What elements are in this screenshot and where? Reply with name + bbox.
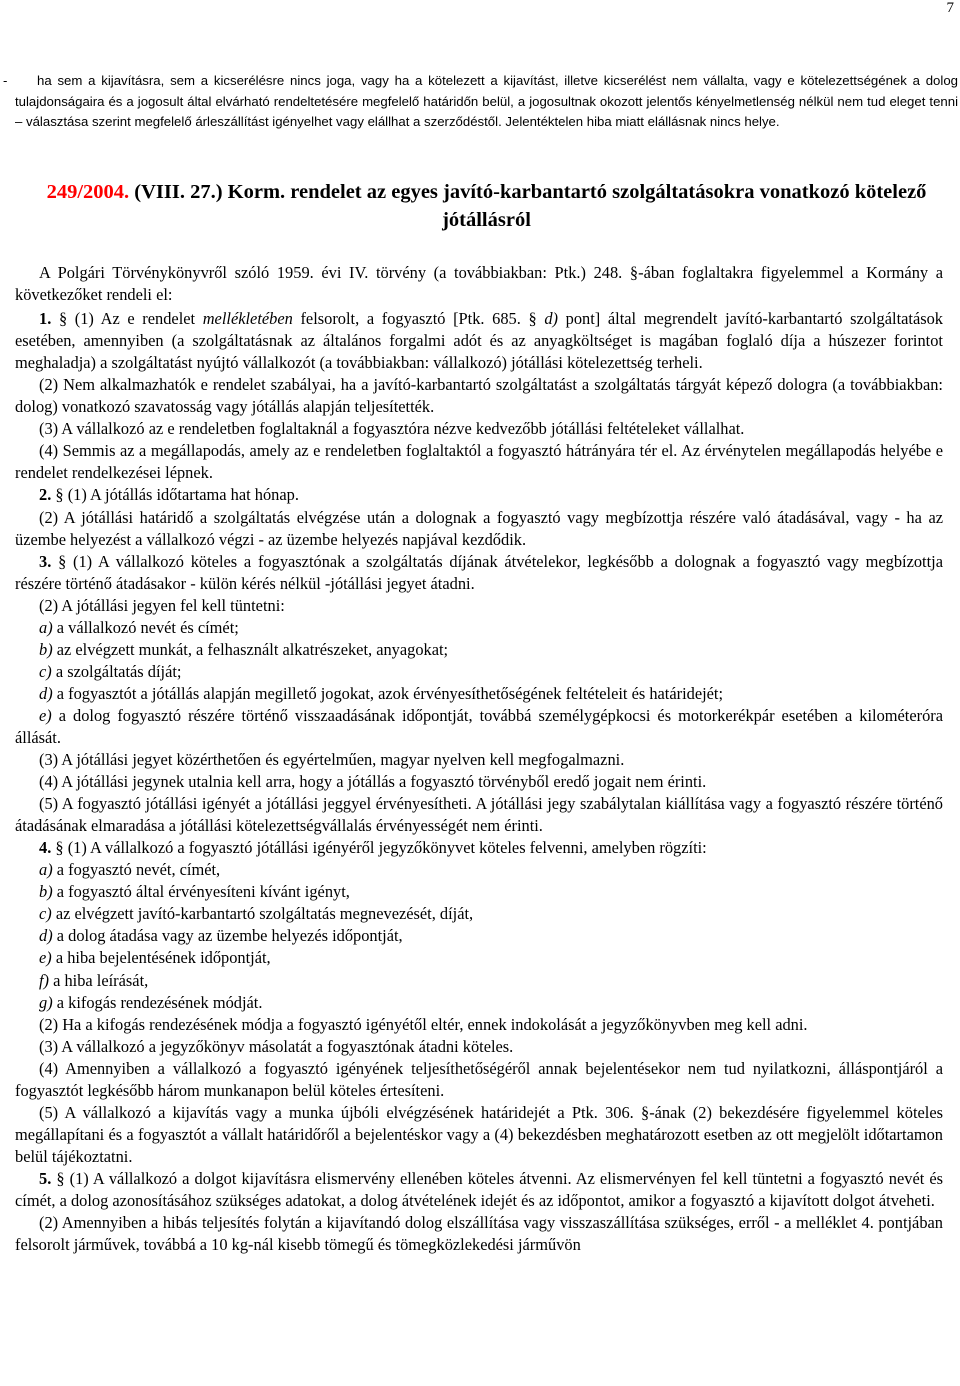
text-run: a fogyasztó nevét, címét, [52, 860, 221, 880]
text-run: a dolog fogyasztó részére történő visszaadásának időpontját, továbbá személygépkocsi és motorkerékpár esetében a kilométeróra állását. [15, 705, 943, 747]
item-letter: a) [39, 617, 53, 637]
text-run: § (1) A vállalkozó a fogyasztó jótállási igényéről jegyzőkönyvet köteles felvenni, amelyben rögzíti: [51, 838, 707, 858]
item-letter: g) [39, 992, 53, 1012]
text-run: az elvégzett munkát, a felhasznált alkatrészeket, anyagokat; [52, 639, 449, 659]
section-3-para-2: (2) A jótállási jegyen fel kell tüntetni: [39, 595, 285, 615]
item-letter: a) [39, 860, 53, 880]
text-run: a szolgáltatás díját; [51, 661, 182, 681]
section-3-para-1 [15, 551, 943, 595]
section-number: 4. [39, 838, 52, 858]
list-item [15, 925, 943, 947]
section-4-para-4: (4) Amennyiben a vállalkozó a fogyasztó igényének teljesíthetőségéről annak bejelentésekor nem tud nyilatkozni, álláspontjáról a fogyasztót legkésőbb három munkanapon belül köteles értesíteni. [15, 1058, 943, 1100]
preamble: A Polgári Törvénykönyvről szóló 1959. évi IV. törvény (a továbbiakban: Ptk.) 248. §-ában foglaltakra figyelemmel a Kormány a következőket rendeli el: [15, 263, 943, 305]
list-item [15, 970, 943, 992]
section-3-para-5: (5) A fogyasztó jótállási igényét a jótállási jeggyel érvényesítheti. A jótállási jegy szabálytalan kiállítása vagy a fogyasztó részére történő átadásának elmaradása a jótállási kötelezettségvállalás érvényességét nem érinti. [15, 794, 943, 836]
item-letter: d) [39, 683, 53, 703]
text-run: a vállalkozó nevét és címét; [52, 617, 239, 637]
intro-text: ha sem a kijavításra, sem a kicserélésre nincs joga, vagy ha a kötelezett a kijavítást, illetve kicserélést nem vállalta, vagy e kötelezettségének a dolog tulajdonságaira és a jogosult által elvárható rendeltetésére megfelelő határidőn belül, a jogosultnak okozott jelentős kényelmetlenség nélkül nem tud eleget tenni – választása szerint megfelelő árleszállítást igényelhet vagy elállhat a szerződéstől. Jelentéktelen hiba miatt elállásnak nincs helye. [15, 73, 958, 129]
decree-number-link[interactable]: 249/2004. [46, 181, 130, 203]
section-number: 3. [39, 551, 52, 571]
text-run: a fogyasztót a jótállás alapján megillető jogokat, azok érvényesíthetőségének feltételeit és határidejét; [52, 683, 724, 703]
list-item [15, 639, 943, 661]
item-letter: c) [39, 661, 52, 681]
text-run: § (1) Az e rendelet [51, 309, 203, 329]
list-item [15, 992, 943, 1014]
section-4-para-1 [15, 837, 943, 859]
section-number: 2. [39, 485, 52, 505]
section-5-para-1 [15, 1168, 943, 1212]
text-run: d) [544, 309, 558, 329]
section-4-para-5: (5) A vállalkozó a kijavítás vagy a munka újbóli elvégzésének határidejét a Ptk. 306. §-ának (2) bekezdésére figyelemmel köteles megállapítani és a fogyasztót a vállalt határidőről a bejelentéskor vagy a (4) bekezdésben meghatározott esetben az ott megjelölt időtartamon belül tájékoztatni. [15, 1102, 943, 1166]
list-item [15, 947, 943, 969]
section-1-para-4: (4) Semmis az a megállapodás, amely az e rendeletben foglaltaktól a fogyasztó hátrányára tér el. Az érvénytelen megállapodás helyébe e rendelet rendelkezései lépnek. [15, 441, 943, 483]
list-item [15, 881, 943, 903]
section-4-para-3: (3) A vállalkozó a jegyzőkönyv másolatát a fogyasztónak átadni köteles. [39, 1036, 514, 1056]
decree-body [15, 262, 943, 1256]
text-run: a kifogás rendezésének módját. [52, 992, 263, 1012]
decree-title-text: (VIII. 27.) Korm. rendelet az egyes javító-karbantartó szolgáltatásokra vonatkozó kötelező jótállásról [129, 181, 927, 231]
text-run: mellékletében [202, 309, 293, 329]
text-run: § (1) A vállalkozó köteles a fogyasztónak a szolgáltatás díjának átvételekor, legkésőbb a dolognak a fogyasztó vagy megbízottja részére történő átadásakor - külön kérés nélkül -jótállási jegyet átadni. [15, 551, 943, 593]
section-number: 5. [39, 1168, 52, 1188]
section-5-para-2: (2) Amennyiben a hibás teljesítés folytán a kijavítandó dolog elszállítása vagy visszaszállítása szükséges, erről - a melléklet 4. pontjában felsorolt járművek, továbbá a 10 kg-nál kisebb tömegű és tömegközlekedési járművön [15, 1213, 943, 1255]
item-letter: d) [39, 926, 53, 946]
list-item [15, 903, 943, 925]
section-1-para-1 [15, 308, 943, 374]
text-run: pont] által megrendelt javító-karbantartó szolgáltatások esetében, amennyiben (a szolgáltatásnak az általános forgalmi adót és az anyagköltséget is magában foglaló díja a húszezer forintot meghaladja) a szolgáltatást nyújtó vállalkozót (a továbbiakban: vállalkozó) jótállási kötelezettség terheli. [15, 309, 943, 373]
text-run: felsorolt, a fogyasztó [Ptk. 685. § [292, 309, 545, 329]
section-2-para-1 [15, 484, 943, 506]
text-run: a fogyasztó által érvényesíteni kívánt igényt, [52, 882, 350, 902]
item-letter: e) [39, 948, 52, 968]
section-1-para-3: (3) A vállalkozó az e rendeletben foglaltaknál a fogyasztóra nézve kedvezőbb jótállási feltételeket vállalhat. [39, 419, 745, 439]
item-letter: e) [39, 705, 52, 725]
text-run: § (1) A jótállás időtartama hat hónap. [51, 485, 299, 505]
section-4-para-2: (2) Ha a kifogás rendezésének módja a fogyasztó igényétől eltér, ennek indokolását a jegyzőkönyvben meg kell adni. [39, 1014, 808, 1034]
section-3-para-4: (4) A jótállási jegynek utalnia kell arra, hogy a jótállás a fogyasztó törvényből eredő jogait nem érinti. [39, 772, 707, 792]
page-number: 7 [946, 0, 954, 16]
item-letter: f) [39, 970, 50, 990]
list-item [15, 705, 943, 749]
list-item [15, 683, 943, 705]
section-number: 1. [39, 309, 52, 329]
item-letter: b) [39, 639, 53, 659]
text-run: § (1) A vállalkozó a dolgot kijavításra elismervény ellenében köteles átvenni. Az elismervényen fel kell tüntetni a fogyasztó nevét és címét, a dolog azonosításához szükséges adatokat, a dolog átvételének idejét és az időpontot, amikor a fogyasztó a kijavított dolgot átveheti. [15, 1168, 943, 1210]
list-dash: - [3, 73, 8, 88]
section-3-para-3: (3) A jótállási jegyet közérthetően és egyértelműen, magyar nyelven kell megfogalmazni. [39, 750, 625, 770]
list-item [15, 617, 943, 639]
decree-title [15, 178, 958, 234]
text-run: a hiba leírását, [49, 970, 149, 990]
text-run: az elvégzett javító-karbantartó szolgáltatás megnevezését, díját, [51, 904, 474, 924]
text-run: a hiba bejelentésének időpontját, [51, 948, 271, 968]
intro-paragraph [3, 71, 958, 133]
section-1-para-2: (2) Nem alkalmazhatók e rendelet szabályai, ha a javító-karbantartó szolgáltatást a szolgáltatás tárgyát képező dologra (a továbbiakban: dolog) vonatkozó szavatosság vagy jótállás alapján teljesítették. [15, 375, 943, 417]
text-run: a dolog átadása vagy az üzembe helyezés időpontját, [52, 926, 403, 946]
list-item [15, 859, 943, 881]
section-2-para-2: (2) A jótállási határidő a szolgáltatás elvégzése után a dolognak a fogyasztó vagy megbízottja részére való átadásával, vagy - ha az üzembe helyezést a vállalkozó végzi - az üzembe helyezés napjával kezdődik. [15, 507, 943, 549]
item-letter: b) [39, 882, 53, 902]
list-item [15, 661, 943, 683]
item-letter: c) [39, 904, 52, 924]
